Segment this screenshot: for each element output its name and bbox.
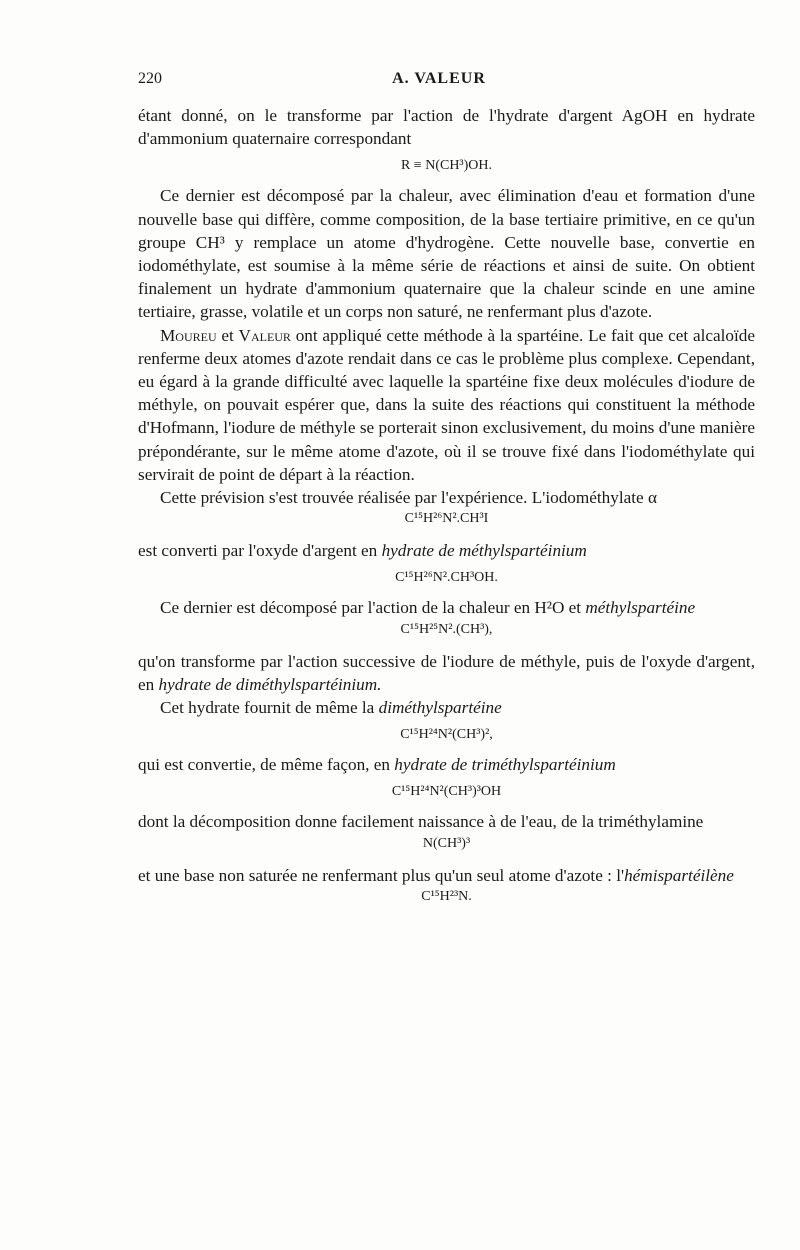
paragraph-5-text: est converti par l'oxyde d'argent en bbox=[138, 541, 382, 561]
formula-hemisparteilene: C¹⁵H²³N. bbox=[421, 888, 472, 904]
conjunction-text: et bbox=[216, 325, 239, 345]
paragraph-6 bbox=[138, 596, 755, 619]
formula-methylsparteine: C¹⁵H²⁵N².(CH³), bbox=[400, 621, 493, 637]
formula-trimethylamine: N(CH³)³ bbox=[422, 835, 471, 851]
author-moureu: Moureu bbox=[160, 325, 217, 345]
paragraph-7 bbox=[138, 650, 755, 696]
term-dimethylsparteine: diméthylspartéine bbox=[378, 698, 502, 718]
page-header bbox=[138, 70, 740, 94]
paragraph-10: dont la décomposition donne facilement naissance à de l'eau, de la triméthylamine bbox=[138, 812, 704, 832]
paragraph-11-text: et une base non saturée ne renfermant plus qu'un seul atome d'azote : l' bbox=[138, 865, 625, 885]
page-number: 220 bbox=[138, 70, 162, 87]
term-dimethylsparteinium: hydrate de diméthylspartéinium. bbox=[158, 674, 382, 694]
term-methylsparteinium: hydrate de méthylspartéinium bbox=[381, 541, 587, 561]
paragraph-3-text: ont appliqué cette méthode à la spartéine. Le fait que cet alcaloïde renferme deux atomes d'azote rendait dans ce cas le problème plus complexe. Cependant, eu égard à la grande difficulté avec laquelle la spartéine fixe deux molécules d'iodure de méthyle, on pouvait espérer que, dans la suite des réactions qui constituent la méthode d'Hofmann, l'iodure de méthyle se porterait sinon exclusivement, du moins d'une manière prépondérante, sur le même atome d'azote, où il se trouve fixé dans l'iodométhylate qui servirait de point de départ à la réaction. bbox=[138, 325, 755, 484]
formula-trimethylsparteinium: C¹⁵H²⁴N²(CH³)³OH bbox=[391, 784, 502, 800]
paragraph-6-text: Ce dernier est décomposé par l'action de la chaleur en H²O et bbox=[160, 598, 586, 618]
formula-quaternary-hydroxide: R ≡ N(CH³)OH. bbox=[400, 158, 493, 174]
term-trimethylsparteinium: hydrate de triméthylspartéinium bbox=[394, 755, 616, 775]
paragraph-11 bbox=[138, 864, 755, 887]
paragraph-8-text: Cet hydrate fournit de même la bbox=[160, 698, 379, 718]
formula-methylsparteinium: C¹⁵H²⁶N².CH³OH. bbox=[395, 570, 498, 586]
formula-iodomethylate: C¹⁵H²⁶N².CH³I bbox=[404, 511, 489, 527]
body-text bbox=[138, 104, 755, 917]
paragraph-3 bbox=[138, 324, 755, 486]
paragraph-9-text: qui est convertie, de même façon, en bbox=[138, 755, 395, 775]
paragraph-1: étant donné, on le transforme par l'action de l'hydrate d'argent AgOH en hydrate d'ammonium quaternaire correspondant bbox=[138, 106, 755, 149]
paragraph-2: Ce dernier est décomposé par la chaleur, avec élimination d'eau et formation d'une nouvelle base qui diffère, comme composition, de la base tertiaire primitive, en ce qu'un groupe CH³ y remplace un atome d'hydrogène. Cette nouvelle base, convertie en iodométhylate, est soumise à la même série de réactions et ainsi de suite. On obtient finalement un hydrate d'ammonium quaternaire que la chaleur scinde en une amine tertiaire, grasse, volatile et un corps non saturé, ne renfermant plus d'azote. bbox=[138, 186, 755, 322]
paragraph-9 bbox=[138, 753, 755, 776]
paragraph-7-text: qu'on transforme par l'action successive de l'iodure de méthyle, puis de l'oxyde d'argent, en bbox=[138, 651, 755, 694]
paragraph-5 bbox=[138, 539, 755, 562]
author-valeur: Valeur bbox=[238, 325, 291, 345]
paragraph-8 bbox=[138, 696, 755, 719]
running-head: A. VALEUR bbox=[392, 70, 486, 87]
formula-dimethylsparteine: C¹⁵H²⁴N²(CH³)², bbox=[400, 727, 493, 743]
paragraph-4: Cette prévision s'est trouvée réalisée par l'expérience. L'iodométhylate α bbox=[160, 488, 657, 508]
term-methylsparteine: méthylspartéine bbox=[585, 598, 696, 618]
term-hemisparteilene: hémispartéilène bbox=[624, 865, 734, 885]
